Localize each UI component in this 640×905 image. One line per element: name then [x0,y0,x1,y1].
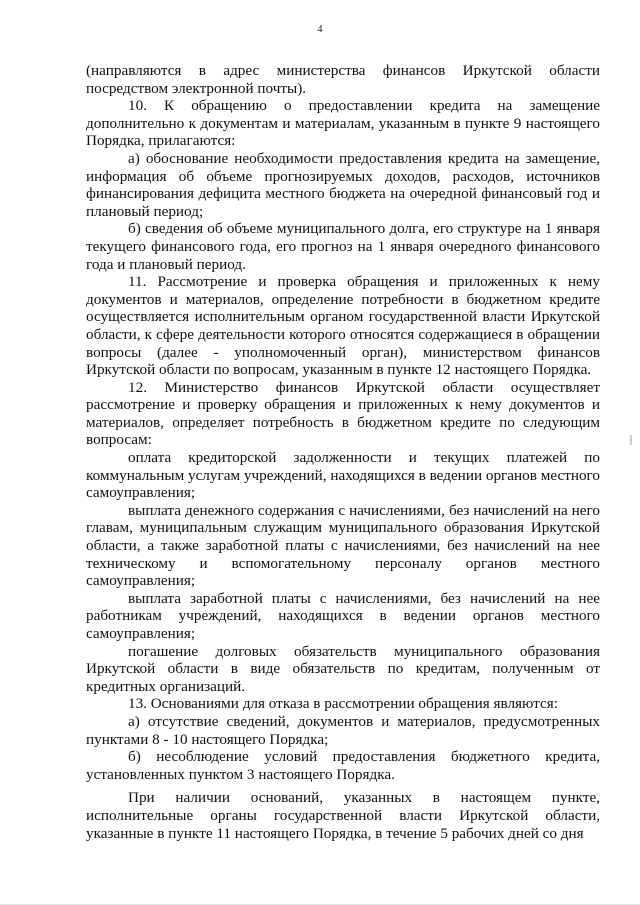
paragraph-item-12-utilities: оплата кредиторской задолженности и текущих платежей по коммунальным услугам учреждений, находящихся в ведении органов местного самоуправления; [86,449,600,502]
paragraph-item-10a: а) обоснование необходимости предоставления кредита на замещение, информация об объеме прогнозируемых доходов, расходов, источников финансирования дефицита местного бюджета на очередной финансовый год и плановый период; [86,149,600,220]
scan-artifact [630,435,632,445]
paragraph-item-11: 11. Рассмотрение и проверка обращения и приложенных к нему документов и материалов, определение потребности в бюджетном кредите осуществляется исполнительным органом государственной власти Иркутской области, к сфере деятельности которого относятся содержащиеся в обращении вопросы (далее - уполномоченный орган), министерством финансов Иркутской области по вопросам, указанным в пункте 12 настоящего Порядка. [86,273,600,379]
paragraph-item-12: 12. Министерство финансов Иркутской области осуществляет рассмотрение и проверку обращения и приложенных к нему документов и материалов, определяет потребность в бюджетном кредите по следующим вопросам: [86,378,600,449]
document-body [86,62,600,842]
paragraph-item-10: 10. К обращению о предоставлении кредита на замещение дополнительно к документам и материалам, указанным в пункте 9 настоящего Порядка, прилагаются: [86,97,600,150]
paragraph-item-13b: б) несоблюдение условий предоставления бюджетного кредита, установленных пунктом 3 настоящего Порядка. [86,748,600,783]
page-number: 4 [317,24,323,35]
paragraph-item-12-debt: погашение долговых обязательств муниципального образования Иркутской области в виде обязательств по кредитам, полученным от кредитных организаций. [86,642,600,695]
paragraph-item-13a: а) отсутствие сведений, документов и материалов, предусмотренных пунктами 8 - 10 настоящего Порядка; [86,712,600,748]
paragraph-continuation: (направляются в адрес министерства финансов Иркутской области посредством электронной почты). [86,62,600,97]
paragraph-item-10b: б) сведения об объеме муниципального долга, его структуре на 1 января текущего финансового года, его прогноз на 1 января очередного финансового года и плановый период. [86,220,600,273]
paragraph-item-13-procedure: При наличии оснований, указанных в настоящем пункте, исполнительные органы государственной власти Иркутской области, указанные в пункте 11 настоящего Порядка, в течение 5 рабочих дней со дня [86,789,600,842]
paragraph-item-13: 13. Основаниями для отказа в рассмотрении обращения являются: [128,695,558,713]
paragraph-item-12-salaries-institutions: выплата заработной платы с начислениями, без начислений на нее работникам учреждений, находящихся в ведении органов местного самоуправления; [86,589,600,642]
paragraph-item-12-salaries-officials: выплата денежного содержания с начислениями, без начислений на него главам, муниципальным служащим муниципального образования Иркутской области, а также заработной платы с начислениями, без начислений на нее техническому и вспомогательному персоналу органов местного самоуправления; [86,501,600,590]
